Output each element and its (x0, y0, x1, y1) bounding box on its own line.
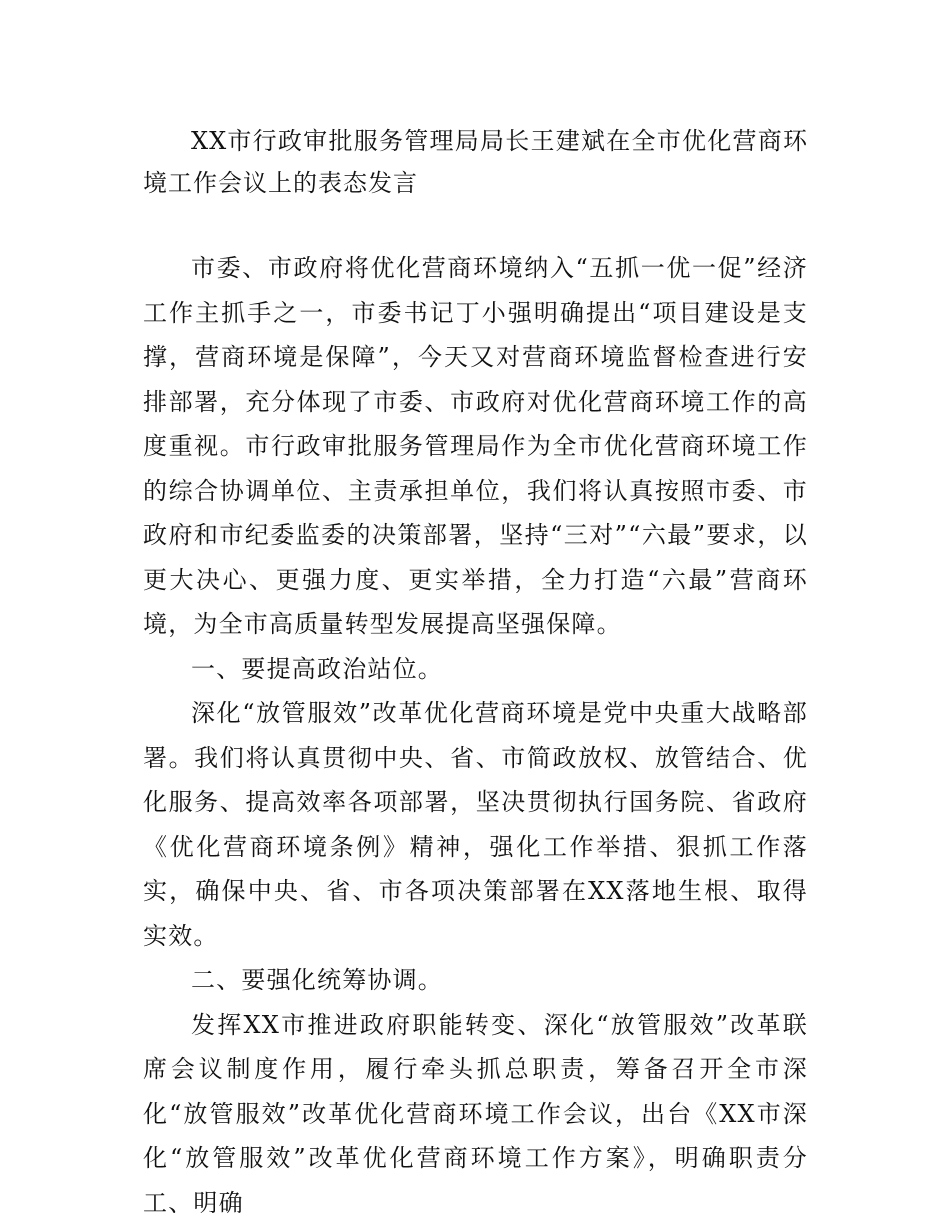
document-title: XX市行政审批服务管理局局长王建斌在全市优化营商环境工作会议上的表态发言 (143, 127, 808, 197)
section-heading-2: 二、要强化统筹协调。 (191, 966, 443, 994)
paragraph-intro: 市委、市政府将优化营商环境纳入“五抓一优一促”经济工作主抓手之一，市委书记丁小强明确提出“项目建设是支撑，营商环境是保障”，今天又对营商环境监督检查进行安排部署，充分体现了市委、市政府对优化营商环境工作的高度重视。市行政审批服务管理局作为全市优化营商环境工作的综合协调单位、主责承担单位，我们将认真按照市委、市政府和市纪委监委的决策部署，坚持“三对”“六最”要求，以更大决心、更强力度、更实举措，全力打造“六最”营商环境，为全市高质量转型发展提高坚强保障。 (143, 254, 808, 638)
paragraph-section-1: 深化“放管服效”改革优化营商环境是党中央重大战略部署。我们将认真贯彻中央、省、市简政放权、放管结合、优化服务、提高效率各项部署，坚决贯彻执行国务院、省政府《优化营商环境条例》精神，强化工作举措、狠抓工作落实，确保中央、省、市各项决策部署在XX落地生根、取得实效。 (143, 699, 808, 950)
section-heading-1: 一、要提高政治站位。 (191, 654, 443, 683)
paragraph-section-2: 发挥XX市推进政府职能转变、深化“放管服效”改革联席会议制度作用，履行牵头抓总职责，筹备召开全市深化“放管服效”改革优化营商环境工作会议，出台《XX市深化“放管服效”改革优化营商环境工作方案》，明确职责分工、明确 (143, 1010, 808, 1217)
document-body (143, 246, 808, 1225)
